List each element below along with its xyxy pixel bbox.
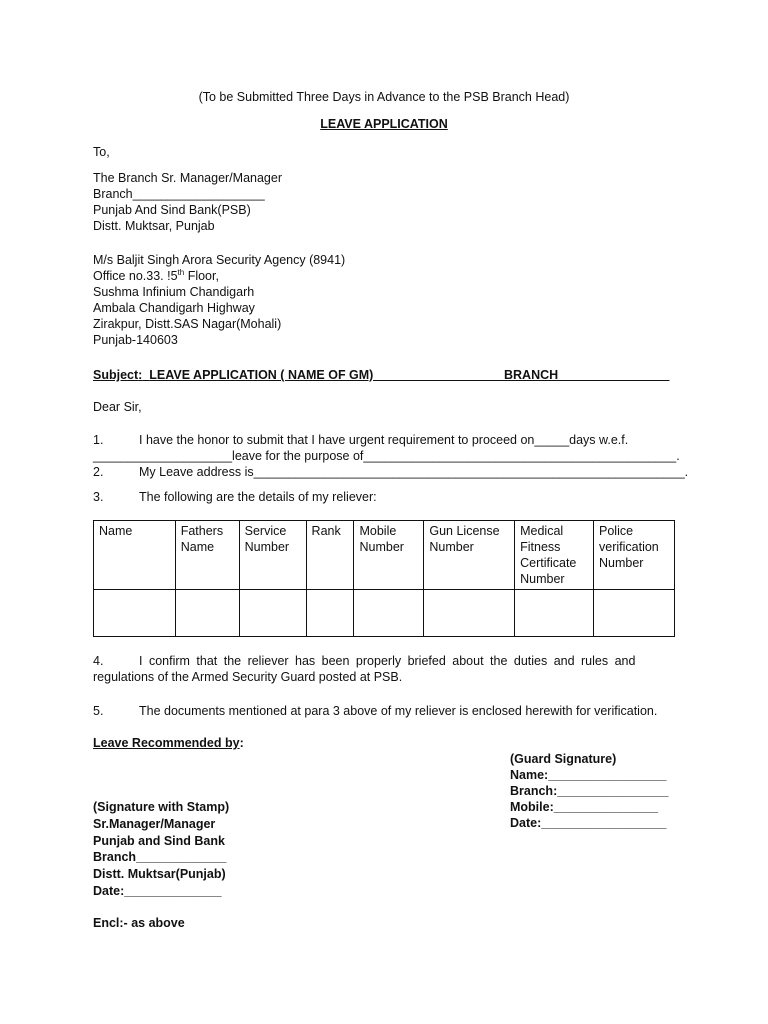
signature-with-stamp-label: (Signature with Stamp) — [93, 800, 230, 814]
sender-line: Zirakpur, Distt.SAS Nagar(Mohali) — [93, 317, 282, 331]
sender-line: Punjab-140603 — [93, 333, 178, 347]
table-row — [94, 590, 675, 637]
para-1-text: I have the honor to submit that I have urgent requirement to proceed on_____days w.e.f. — [139, 433, 629, 447]
reliever-details-table — [93, 520, 675, 637]
column-header-service-number: Service Number — [239, 521, 306, 590]
to-label: To, — [93, 145, 110, 159]
para-4-text-cont: regulations of the Armed Security Guard posted at PSB. — [93, 670, 403, 684]
subject-label: Subject — [93, 368, 139, 382]
signatory-district: Distt. Muktsar(Punjab) — [93, 867, 226, 882]
enclosure-note: Encl:- as above — [93, 916, 185, 930]
guard-name-field[interactable]: Name:_________________ — [510, 768, 667, 782]
column-header-gun-license-number: Gun License Number — [424, 521, 515, 590]
sender-line: Ambala Chandigarh Highway — [93, 301, 255, 315]
signatory-role: Sr.Manager/Manager — [93, 816, 216, 831]
para-1-text-cont: ____________________leave for the purpose of_____________________________________________. — [93, 449, 680, 463]
table-cell[interactable] — [239, 590, 306, 637]
subject-text: LEAVE APPLICATION ( NAME OF GM)_____________________ — [149, 368, 520, 382]
para-number: 2. — [93, 465, 104, 479]
para-3-text: The following are the details of my reliever: — [139, 490, 377, 504]
sender-line: M/s Baljit Singh Arora Security Agency (8941) — [93, 253, 346, 267]
para-4-text: I confirm that the reliever has been properly briefed about the duties and rules and — [139, 654, 636, 668]
table-cell[interactable] — [94, 590, 176, 637]
sender-line: Office no.33. !5th Floor, — [93, 267, 219, 283]
recipient-line: Distt. Muktsar, Punjab — [93, 219, 215, 233]
guard-mobile-field[interactable]: Mobile:_______________ — [510, 800, 659, 814]
recipient-line: The Branch Sr. Manager/Manager — [93, 171, 282, 185]
guard-signature-title: (Guard Signature) — [510, 752, 617, 766]
column-header-police-verification: Police verification Number — [594, 521, 675, 590]
para-number: 3. — [93, 490, 104, 504]
table-cell[interactable] — [306, 590, 354, 637]
recipient-address — [93, 170, 282, 234]
column-header-medical-fitness: Medical Fitness Certificate Number — [515, 521, 594, 590]
recipient-line: Branch___________________ — [93, 187, 265, 201]
para-number: 1. — [93, 433, 104, 447]
table-cell[interactable] — [515, 590, 594, 637]
manager-signature-block — [93, 799, 229, 900]
table-cell[interactable] — [354, 590, 424, 637]
table-cell[interactable] — [594, 590, 675, 637]
column-header-fathers-name: Fathers Name — [175, 521, 239, 590]
guard-branch-field[interactable]: Branch:________________ — [510, 784, 669, 798]
leave-recommended-label: Leave Recommended by: — [93, 736, 244, 750]
column-header-mobile-number: Mobile Number — [354, 521, 424, 590]
table-cell[interactable] — [175, 590, 239, 637]
guard-signature-block — [510, 751, 668, 831]
guard-date-field[interactable]: Date:__________________ — [510, 816, 667, 830]
signatory-bank: Punjab and Sind Bank — [93, 833, 225, 848]
sender-line: Sushma Infinium Chandigarh — [93, 285, 255, 299]
table-header-row — [94, 521, 675, 590]
column-header-name: Name — [94, 521, 176, 590]
submission-note: (To be Submitted Three Days in Advance to the PSB Branch Head) — [198, 90, 570, 104]
subject-branch: BRANCH________________ — [504, 368, 670, 382]
signatory-date-field[interactable]: Date:______________ — [93, 883, 222, 898]
salutation: Dear Sir, — [93, 400, 142, 414]
table-cell[interactable] — [424, 590, 515, 637]
para-number: 4. — [93, 654, 104, 668]
para-5-text: The documents mentioned at para 3 above of my reliever is enclosed herewith for verification. — [139, 704, 658, 718]
document-title: LEAVE APPLICATION — [320, 117, 448, 131]
recipient-line: Punjab And Sind Bank(PSB) — [93, 203, 251, 217]
signatory-branch-field[interactable]: Branch_____________ — [93, 850, 227, 865]
sender-address — [93, 252, 345, 348]
para-2-text: My Leave address is______________________________________________________________. — [139, 465, 689, 479]
column-header-rank: Rank — [306, 521, 354, 590]
subject-line: Subject: LEAVE APPLICATION ( NAME OF GM)_____________________ — [93, 368, 520, 382]
para-number: 5. — [93, 704, 104, 718]
